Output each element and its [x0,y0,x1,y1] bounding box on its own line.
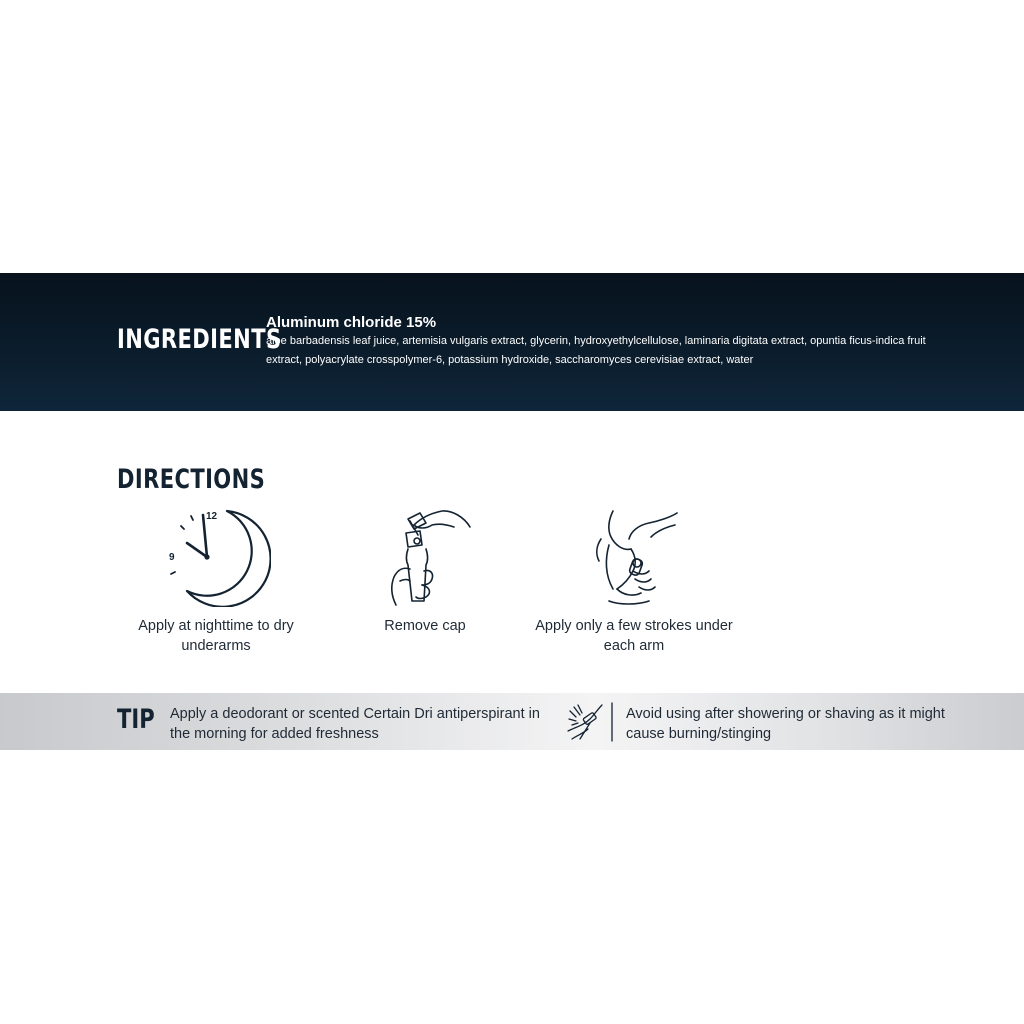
direction-step-label: Apply only a few strokes under each arm [535,618,733,654]
underarm-application-icon [579,505,689,607]
ingredients-section [0,273,1024,411]
clock-number-12: 12 [206,511,218,522]
direction-step-nighttime [106,505,326,656]
directions-heading: DIRECTIONS [117,464,266,495]
direction-step-apply-strokes [524,505,744,656]
tip-section [0,693,1024,750]
tip-text-freshness: Apply a deodorant or scented Certain Dri antiperspirant in the morning for added freshness [170,706,540,742]
shaving-razor-icon [566,701,618,743]
tip-heading: TIP [117,704,155,735]
direction-step-label: Remove cap [384,618,466,634]
active-ingredient: Aluminum chloride 15% [266,314,437,331]
ingredients-heading: INGREDIENTS [117,324,282,355]
remove-cap-icon [370,505,480,607]
direction-step-label: Apply at nighttime to dry underarms [138,618,294,654]
tip-text-avoid-after-shaving: Avoid using after showering or shaving as it might cause burning/stinging [626,706,945,742]
night-clock-icon [161,505,271,607]
inactive-ingredients: aloe barbadensis leaf juice, artemisia vulgaris extract, glycerin, hydroxyethylcellulose, laminaria digitata extract, opuntia ficus-indica fruit extract, polyacrylate crosspolymer-6, potassium hydroxide, saccharomyces cerevisiae extract, water [266,335,926,366]
direction-step-remove-cap [315,505,535,636]
clock-number-9: 9 [169,552,175,563]
